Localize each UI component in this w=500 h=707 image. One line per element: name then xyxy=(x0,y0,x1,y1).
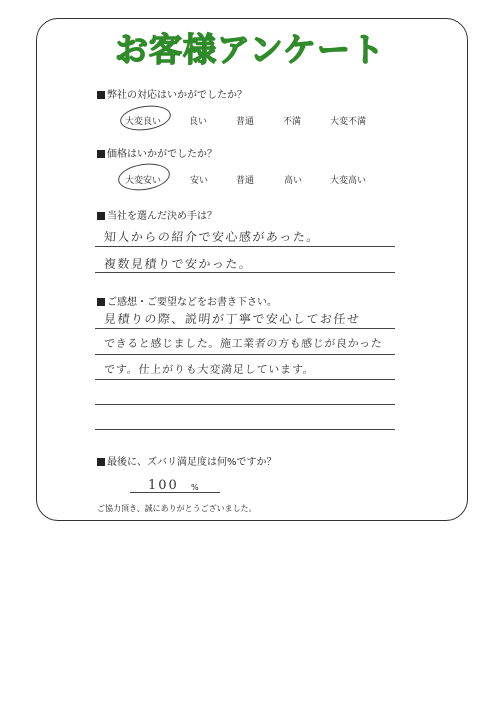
question-comments: ご感想・ご要望などをお書き下さい。 xyxy=(97,293,277,308)
q2-option-4[interactable]: 高い xyxy=(284,176,303,186)
handwritten-answer-line: 知人からの紹介で安心感があった。 xyxy=(103,230,321,244)
answer-rule xyxy=(95,379,395,380)
q2-option-2[interactable]: 安い xyxy=(190,176,209,186)
q2-option-5[interactable]: 大変高い xyxy=(330,176,367,186)
bullet-square-icon xyxy=(97,458,105,466)
answer-rule xyxy=(95,404,395,405)
thanks-note: ご協力頂き、誠にありがとうございました。 xyxy=(97,504,257,513)
satisfaction-value: 100 xyxy=(148,478,179,493)
question-satisfaction: 最後に、ズバリ満足度は何%ですか？ xyxy=(97,453,277,468)
answer-rule xyxy=(95,429,395,430)
bullet-square-icon xyxy=(97,298,105,306)
bullet-square-icon xyxy=(97,212,105,220)
q2-option-3[interactable]: 普通 xyxy=(236,176,255,186)
satisfaction-unit: % xyxy=(191,483,199,492)
question-price: 価格はいかがでしたか？ xyxy=(97,145,217,160)
question-service: 弊社の対応はいかがでしたか？ xyxy=(97,86,247,101)
q1-option-1[interactable]: 大変良い xyxy=(125,117,162,127)
bullet-square-icon xyxy=(97,150,105,158)
handwritten-answer-line: 複数見積りで安かった。 xyxy=(103,257,253,271)
survey-title: お客様アンケート xyxy=(114,30,386,69)
q1-option-4[interactable]: 不満 xyxy=(283,117,302,127)
handwritten-answer-line: 見積りの際、説明が丁寧で安心してお任せ xyxy=(103,312,361,326)
answer-rule xyxy=(95,328,395,329)
satisfaction-rule xyxy=(130,492,220,493)
handwritten-answer-line: できると感じました。施工業者の方も感じが良かった xyxy=(103,337,383,350)
answer-rule xyxy=(95,354,395,355)
q1-option-2[interactable]: 良い xyxy=(189,117,208,127)
q2-option-1[interactable]: 大変安い xyxy=(125,176,162,186)
answer-rule xyxy=(95,246,395,247)
q1-option-5[interactable]: 大変不満 xyxy=(330,117,367,127)
bullet-square-icon xyxy=(97,91,105,99)
q1-option-3[interactable]: 普通 xyxy=(236,117,255,127)
answer-rule xyxy=(95,272,395,273)
question-reason: 当社を選んだ決め手は？ xyxy=(97,207,217,222)
handwritten-answer-line: です。仕上がりも大変満足しています。 xyxy=(103,363,316,376)
